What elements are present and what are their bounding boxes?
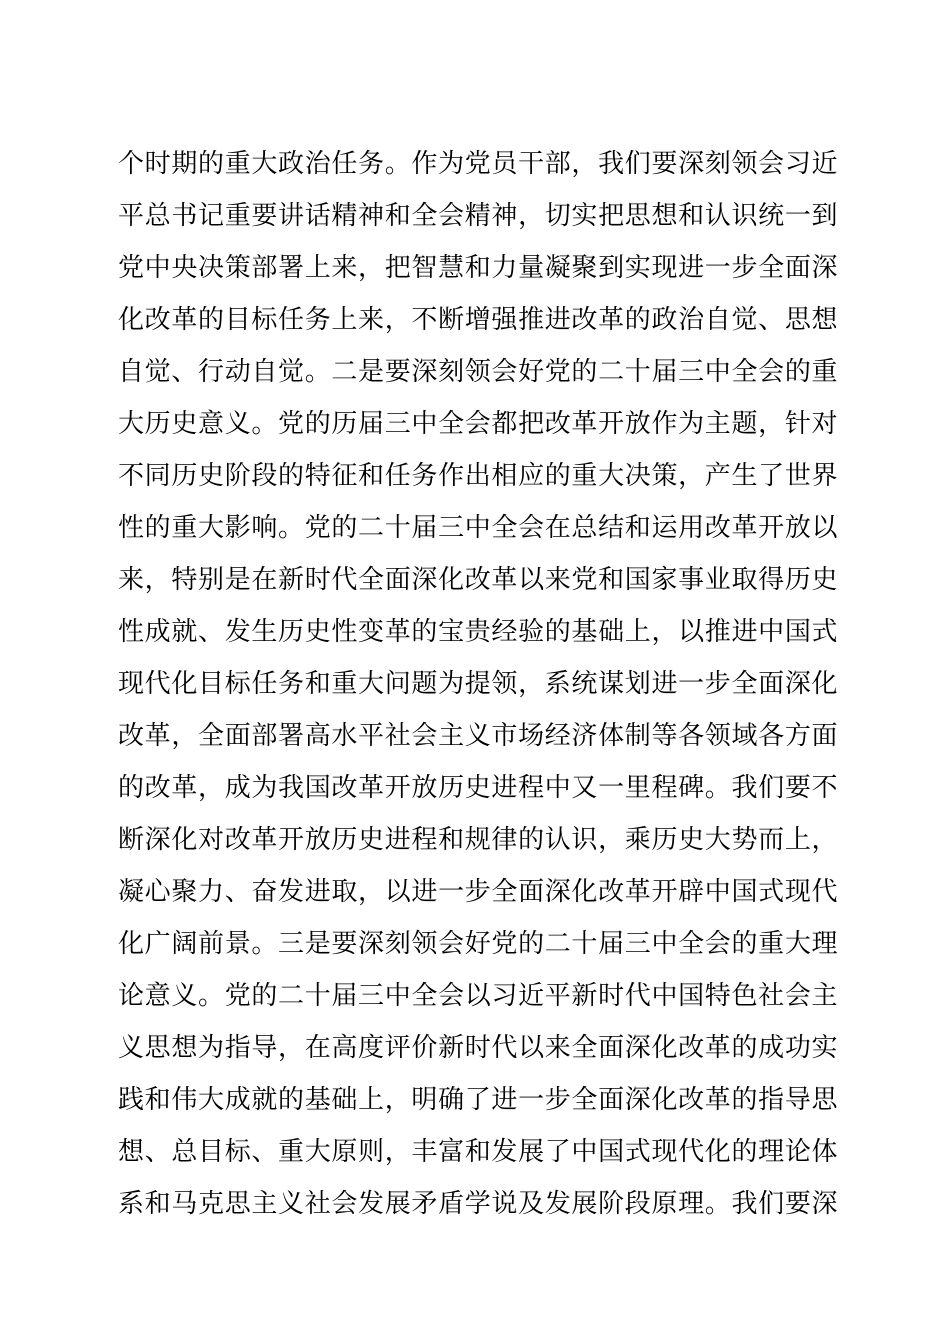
text-line: 化广阔前景。三是要深刻领会好党的二十届三中全会的重大理 [118, 929, 838, 959]
text-line: 想、总目标、重大原则，丰富和发展了中国式现代化的理论体 [118, 1137, 838, 1167]
text-line: 断深化对改革开放历史进程和规律的认识，乘历史大势而上， [118, 825, 838, 855]
text-line: 化改革的目标任务上来，不断增强推进改革的政治自觉、思想 [118, 305, 838, 335]
text-line: 不同历史阶段的特征和任务作出相应的重大决策，产生了世界 [118, 461, 838, 491]
text-line: 党中央决策部署上来，把智慧和力量凝聚到实现进一步全面深 [118, 253, 838, 283]
text-line: 改革，全面部署高水平社会主义市场经济体制等各领域各方面 [118, 721, 838, 751]
text-line: 个时期的重大政治任务。作为党员干部，我们要深刻领会习近 [118, 149, 838, 179]
text-line: 凝心聚力、奋发进取，以进一步全面深化改革开辟中国式现代 [118, 877, 838, 907]
text-line: 平总书记重要讲话精神和全会精神，切实把思想和认识统一到 [118, 201, 838, 231]
text-line: 来，特别是在新时代全面深化改革以来党和国家事业取得历史 [118, 565, 838, 595]
text-line: 自觉、行动自觉。二是要深刻领会好党的二十届三中全会的重 [118, 357, 838, 387]
text-line: 系和马克思主义社会发展矛盾学说及发展阶段原理。我们要深 [118, 1189, 838, 1219]
text-line: 践和伟大成就的基础上，明确了进一步全面深化改革的指导思 [118, 1085, 838, 1115]
text-line: 的改革，成为我国改革开放历史进程中又一里程碑。我们要不 [118, 773, 838, 803]
text-line: 性成就、发生历史性变革的宝贵经验的基础上，以推进中国式 [118, 617, 838, 647]
text-line: 论意义。党的二十届三中全会以习近平新时代中国特色社会主 [118, 981, 838, 1011]
text-line: 现代化目标任务和重大问题为提领，系统谋划进一步全面深化 [118, 669, 838, 699]
text-line: 义思想为指导，在高度评价新时代以来全面深化改革的成功实 [118, 1033, 838, 1063]
body-text [118, 138, 838, 1230]
text-line: 性的重大影响。党的二十届三中全会在总结和运用改革开放以 [118, 513, 838, 543]
text-line: 大历史意义。党的历届三中全会都把改革开放作为主题，针对 [118, 409, 838, 439]
